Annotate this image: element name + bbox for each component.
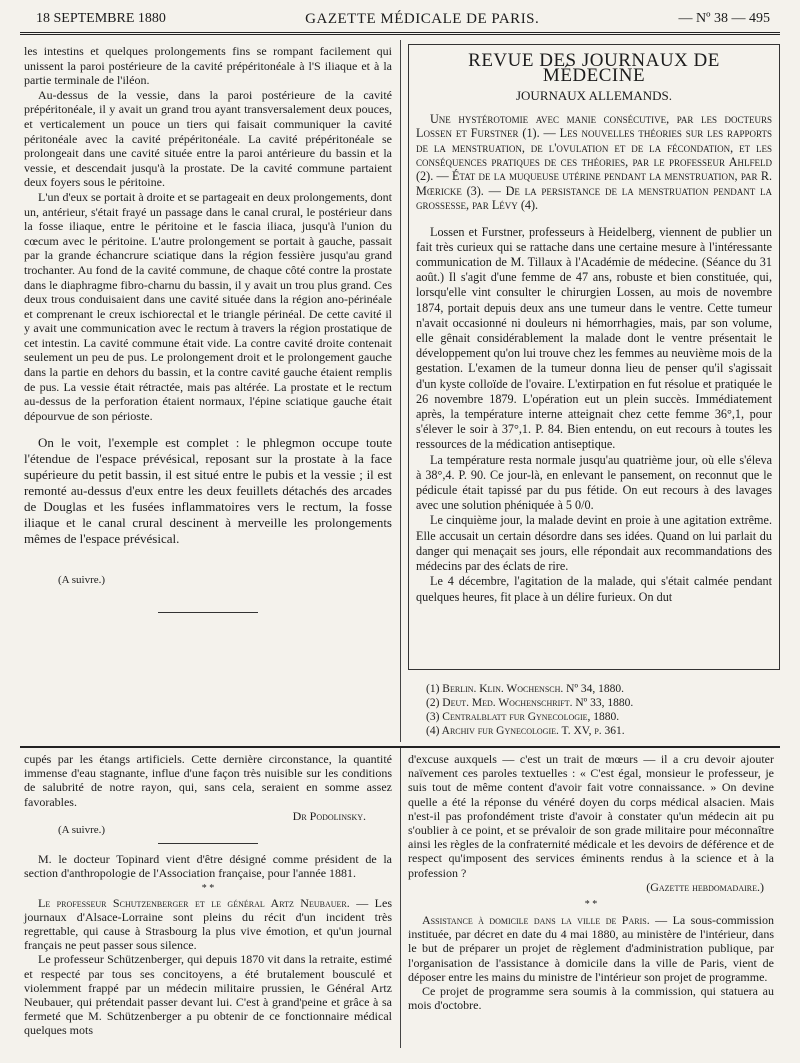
stars-separator: * *: [201, 882, 215, 894]
right-column-bottom: [408, 752, 774, 1012]
section-title: REVUE DES JOURNAUX DE MÉDECINE: [468, 50, 720, 86]
header-rule: [20, 32, 780, 35]
footnotes: [416, 682, 772, 738]
subsection-title: JOURNAUX ALLEMANDS.: [515, 88, 672, 104]
paragraph: Le professeur Schützenberger, qui depuis 1870 vit dans la retraite, estimé et respecté par tous ses concitoyens, a été brutalement bousculé et violemment frappé par un médecin militaire prussien, le Général Artz Neubauer, qui prétendait passer devant lui. C'est à grand'peine et grâce à sa fermeté que M. Schützenberger a pu obtenir de ce fonctionnaire médical quelques mots: [24, 952, 392, 1038]
footnote: (2) Deut. Med. Wochenschrift. Nº 33, 1880.: [426, 697, 634, 709]
paragraph: Au-dessus de la vessie, dans la paroi postérieure de la cavité prépéritonéale, il y avait un grand trou ayant transversalement deux pouces, et verticalement un pouce un tiers qui faisait communiquer la cavité péritonéale avec la cavité prépéritonéale. La cavité prépéritonéale se prolongeait dans une cavité située entre la paroi antérieure du bassin et la vessie, et descendait jusqu'à la prostate. De la cavité commune partaient deux foyers sous le péritoine.: [24, 87, 392, 190]
to-be-continued: (A suivre.): [58, 824, 106, 837]
left-column-top: [24, 44, 392, 621]
paragraph: M. le docteur Topinard vient d'être désigné comme président de la section d'anthropologie de l'Association française, pour l'année 1881.: [24, 852, 392, 881]
news-text: — La sous-commission instituée, par décret en date du 4 mai 1880, au ministère de l'intérieur, dans le but de préparer un projet de règlement d'administration publique, par l'organisation de l'assistance à domicile dans la ville de Paris, vient de déposer entre les mains du ministre de l'intérieur son projet de programme.: [408, 913, 774, 984]
paragraph: Lossen et Furstner, professeurs à Heidelberg, viennent de publier un fait très curieux qui se rattache dans une certaine mesure à l'intéressante communication de M. Tillaux à l'Académie de médecine. (Séance du 31 août.) Il s'agit d'une femme de 47 ans, robuste et bien constituée, qui, lorsqu'elle vint consulter le chirurgien Lossen, au mois de novembre 1874, portait depuis deux ans une tumeur dans le ventre. Cette tumeur n'avait occasionné ni douleurs ni hémorrhagies, mais, par son volume, elle gênait considérablement la malade dont le ventre présentait le développement qu'on lui trouve chez les femmes au neuvième mois de la gestation. L'examen de la tumeur donna lieu de penser qu'il s'agissait d'un kyste colloïde de l'ovaire. L'extirpation en fut résolue et pratiquée le 26 novembre 1879. L'opération eut un plein succès. Immédiatement après, la température interne atteignait chez cette femme 36°,1, pour s'élever le soir à 37°,1. P. 84. Bien entendu, on eut recours à toutes les ressources de la médication antiseptique.: [416, 224, 772, 452]
footnote: (3) Centralblatt fur Gynecologie, 1880.: [426, 711, 620, 723]
paragraph: La température resta normale jusqu'au quatrième jour, où elle s'éleva à 38°,4. P. 90. Ce jour-là, en enlevant le pansement, on reconnut que le pédicule était tapissé par du pus fétide. On eut recours à des lavages avec une solution phéniquée à 5 0/0.: [416, 452, 772, 513]
news-text: — Les journaux d'Alsace-Lorraine sont pleins du récit d'un incident très regrettable, qui cause à Strasbourg la plus vive émotion, et qu'un journal français ne peut passer sous silence.: [24, 895, 393, 953]
footnote: (4) Archiv fur Gynecologie. T. XV, p. 361.: [426, 725, 625, 737]
header-issue: — Nº 38 — 495: [678, 11, 770, 26]
stars-separator: * *: [584, 899, 598, 911]
paragraph: les intestins et quelques prolongements fins se rompant facilement qui unissent la paroi postérieure de la cavité prépéritonéale à l'S iliaque et à la partie terminale de l'iléon.: [24, 44, 392, 88]
news-headline: Assistance à domicile dans la ville de Paris.: [422, 913, 650, 928]
to-be-continued: (A suivre.): [58, 574, 106, 587]
paragraph: Le 4 décembre, l'agitation de la malade, qui s'était calmée pendant quelques heures, fit place à un délire furieux. On dut: [416, 574, 772, 604]
left-column-bottom: [24, 752, 392, 1038]
paragraph: cupés par les étangs artificiels. Cette dernière circonstance, la quantité immense d'eau stagnante, influe d'une façon très nuisible sur les conditions de salubrité de notre rayon, qui, sans cela, seraient en somme assez favorables.: [24, 752, 392, 809]
paragraph: Le cinquième jour, la malade devint en proie à une agitation extrême. Elle accusait un certain désordre dans ses idées. Quand on lui parlait du danger qui menaçait ses jours, elle répondait aux recommandations des médecins par des éclats de rire.: [416, 513, 772, 574]
paragraph: [24, 896, 392, 953]
column-divider: [400, 748, 401, 1048]
signature: Dr Podolinsky.: [292, 808, 366, 823]
paragraph: Ce projet de programme sera soumis à la commission, qui statuera au mois d'octobre.: [408, 984, 774, 1013]
header-title: GAZETTE MÉDICALE DE PARIS.: [305, 10, 540, 27]
column-divider: [400, 40, 401, 742]
paragraph: d'excuse auxquels — c'est un trait de mœurs — il a cru devoir ajouter naïvement ces paroles textuelles : « C'est égal, monsieur le professeur, je suis tout de même content d'avoir fait votre connaissance. » On devine quelle a été la réponse du vénéré doyen du corps médical alsacien. Mais n'est-il pas profondément triste d'avoir à constater qu'un médecin ait pu s'oublier à ce point, et se prévaloir de son grade militaire pour méconnaître ainsi les règles de la confraternité médicale et les devoirs de déférence et de respect qu'imposent des services éminents rendus à la science et à la profession ?: [408, 752, 774, 880]
summary: Une hystérotomie avec manie consécutive, par les docteurs Lossen et Furstner (1). — Les nouvelles théories sur les rapports de la menstruation, de l'ovulation et de la fécondation, et les conséquences pratiques de ces théories, par le professeur Ahlfeld (2). — État de la muqueuse utérine pendant la menstruation, par R. Mœricke (3). — De la persistance de la menstruation pendant la grossesse, par Lévy (4).: [416, 111, 772, 213]
header-date: 18 SEPTEMBRE 1880: [36, 11, 166, 26]
footnote: (1) Berlin. Klin. Wochensch. Nº 34, 1880.: [426, 683, 625, 695]
right-column-top: [416, 50, 772, 605]
news-headline: Le professeur Schutzenberger et le général Artz Neubauer.: [38, 895, 350, 910]
paragraph: On le voit, l'exemple est complet : le phlegmon occupe toute l'étendue de l'espace prévésical, reposant sur la prostate à la face supérieure du petit bassin, il est situé entre le pubis et la vessie ; il est remonté au-dessus d'eux entre les deux feuillets détachés des arcades de Douglas et les fusées inflammatoires vers le rectum, la fosse iliaque et le canal crural descinent à merveille les prolongements mêmes de l'espace prévésical.: [24, 435, 392, 547]
paragraph: L'un d'eux se portait à droite et se partageait en deux prolongements, dont un, antérieur, s'était frayé un passage dans le canal crural, le postérieur dans la fosse iliaque, entre le péritoine et le fascia iliaca, jusqu'à l'union du cœcum avec le péritoine. L'autre prolongement se portait à gauche, passait par la grande échancrure sciatique dans la région fessière jusqu'au grand trochanter. Au fond de la cavité commune, de chaque côté contre la prostate dans le diaphragme fibro-charnu du bassin, il y avait un trou plus grand. Ces deux trous conduisaient dans une cavité située dans la région ano-périnéale et comprenant le creux ischiorectal et le triangle périnéal. De cette cavité il y avait une communication avec le rectum à travers la région prostatique de cet intestin. La cavité commune était vide. La contre cavité droite contenait seulement un peu de pus. Le prolongement droit et le prolongement gauche dans la partie en dehors du bassin, et la contre cavité gauche étaient remplis de pus. La vessie était rétractée, mais pas altérée. La prostate et le rectum au-dessus de la perforation étaient normaux, l'épine sciatique gauche était dépourvue de son périoste.: [24, 189, 392, 423]
source-citation: (Gazette hebdomadaire.): [646, 879, 764, 894]
section-end-rule: [158, 612, 258, 613]
separator-rule: [158, 843, 258, 844]
running-header: [36, 8, 770, 30]
paragraph: [408, 913, 774, 984]
